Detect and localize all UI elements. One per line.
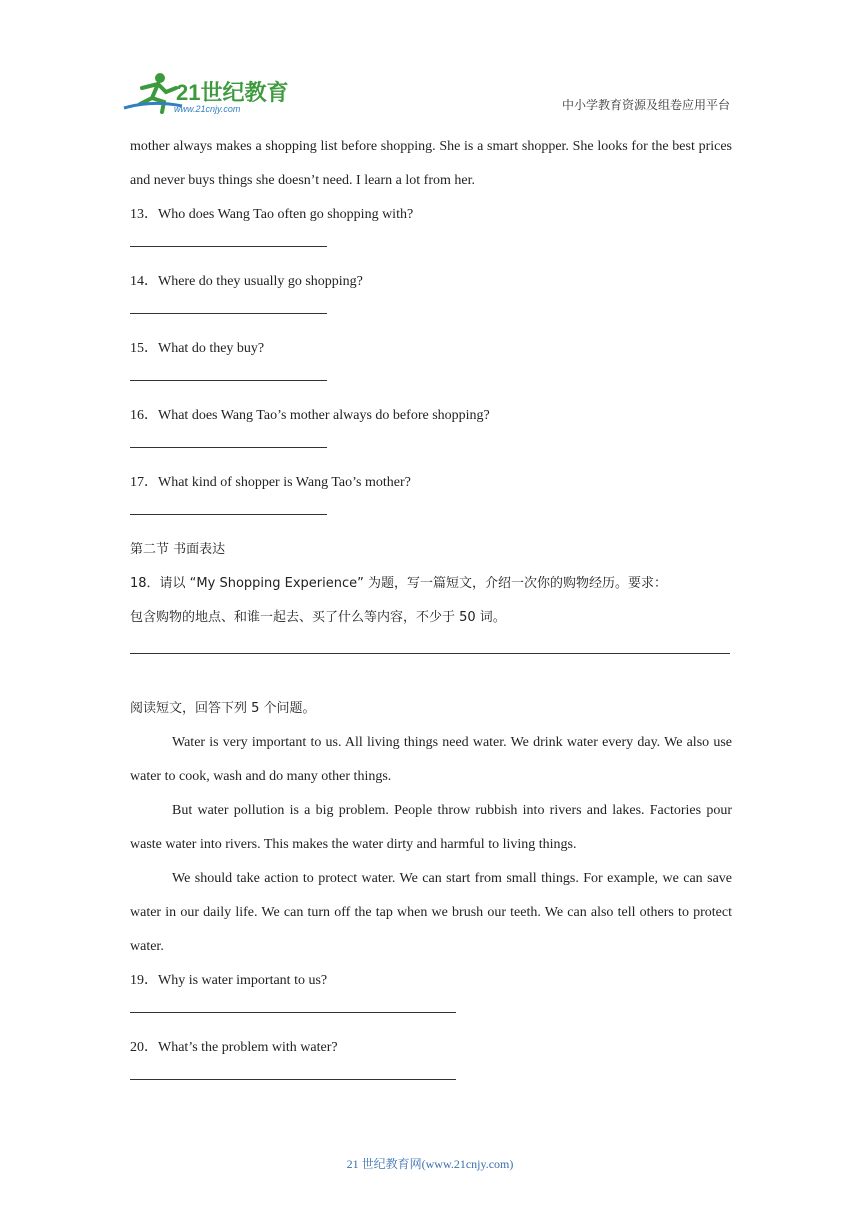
document-body <box>130 130 732 1098</box>
answer-line[interactable] <box>130 1012 456 1013</box>
question-17: 17．What kind of shopper is Wang Tao’s mother? <box>130 475 411 490</box>
answer-line[interactable] <box>130 380 327 381</box>
answer-line[interactable] <box>130 514 327 515</box>
passage-tail: mother always makes a shopping list before shopping. She is a smart shopper. She looks for the best prices and never buys things she doesn’t need. I learn a lot from her. <box>130 139 732 188</box>
header-platform-text: 中小学教育资源及组卷应用平台 <box>561 98 730 112</box>
question-18-line2: 包含购物的地点、和谁一起去、买了什么等内容，不少于 50 词。 <box>130 610 506 625</box>
question-13: 13．Who does Wang Tao often go shopping with? <box>130 207 414 222</box>
reading-paragraph-2: But water pollution is a big problem. People throw rubbish into rivers and lakes. Factories pour waste water into rivers. This makes the water dirty and harmful to living things. <box>130 803 732 852</box>
question-20: 20．What’s the problem with water? <box>130 1040 338 1055</box>
logo-subtext: www.21cnjy.com <box>174 104 241 114</box>
question-14: 14．Where do they usually go shopping? <box>130 274 363 289</box>
writing-line[interactable] <box>130 653 730 654</box>
site-logo <box>122 70 292 114</box>
answer-line[interactable] <box>130 1079 456 1080</box>
section-title: 第二节 书面表达 <box>130 542 226 557</box>
runner-logo-icon <box>122 70 292 114</box>
footer-link[interactable]: 21 世纪教育网(www.21cnjy.com) <box>346 1157 514 1171</box>
reading-paragraph-1: Water is very important to us. All living things need water. We drink water every day. We also use water to cook, wash and do many other things. <box>130 735 732 784</box>
answer-line[interactable] <box>130 246 327 247</box>
answer-line[interactable] <box>130 313 327 314</box>
answer-line[interactable] <box>130 447 327 448</box>
question-15: 15．What do they buy? <box>130 341 265 356</box>
question-18-line1: 18．请以 “My Shopping Experience” 为题，写一篇短文，介绍一次你的购物经历。要求： <box>130 576 667 591</box>
reading-paragraph-3: We should take action to protect water. We can start from small things. For example, we can save water in our daily life. We can turn off the tap when we brush our teeth. We can also tell others to protect water. <box>130 871 732 954</box>
question-16: 16．What does Wang Tao’s mother always do before shopping? <box>130 408 490 423</box>
question-19: 19．Why is water important to us? <box>130 973 328 988</box>
logo-text: 21世纪教育 <box>176 80 289 105</box>
reading-instruction: 阅读短文，回答下列 5 个问题。 <box>130 701 316 716</box>
